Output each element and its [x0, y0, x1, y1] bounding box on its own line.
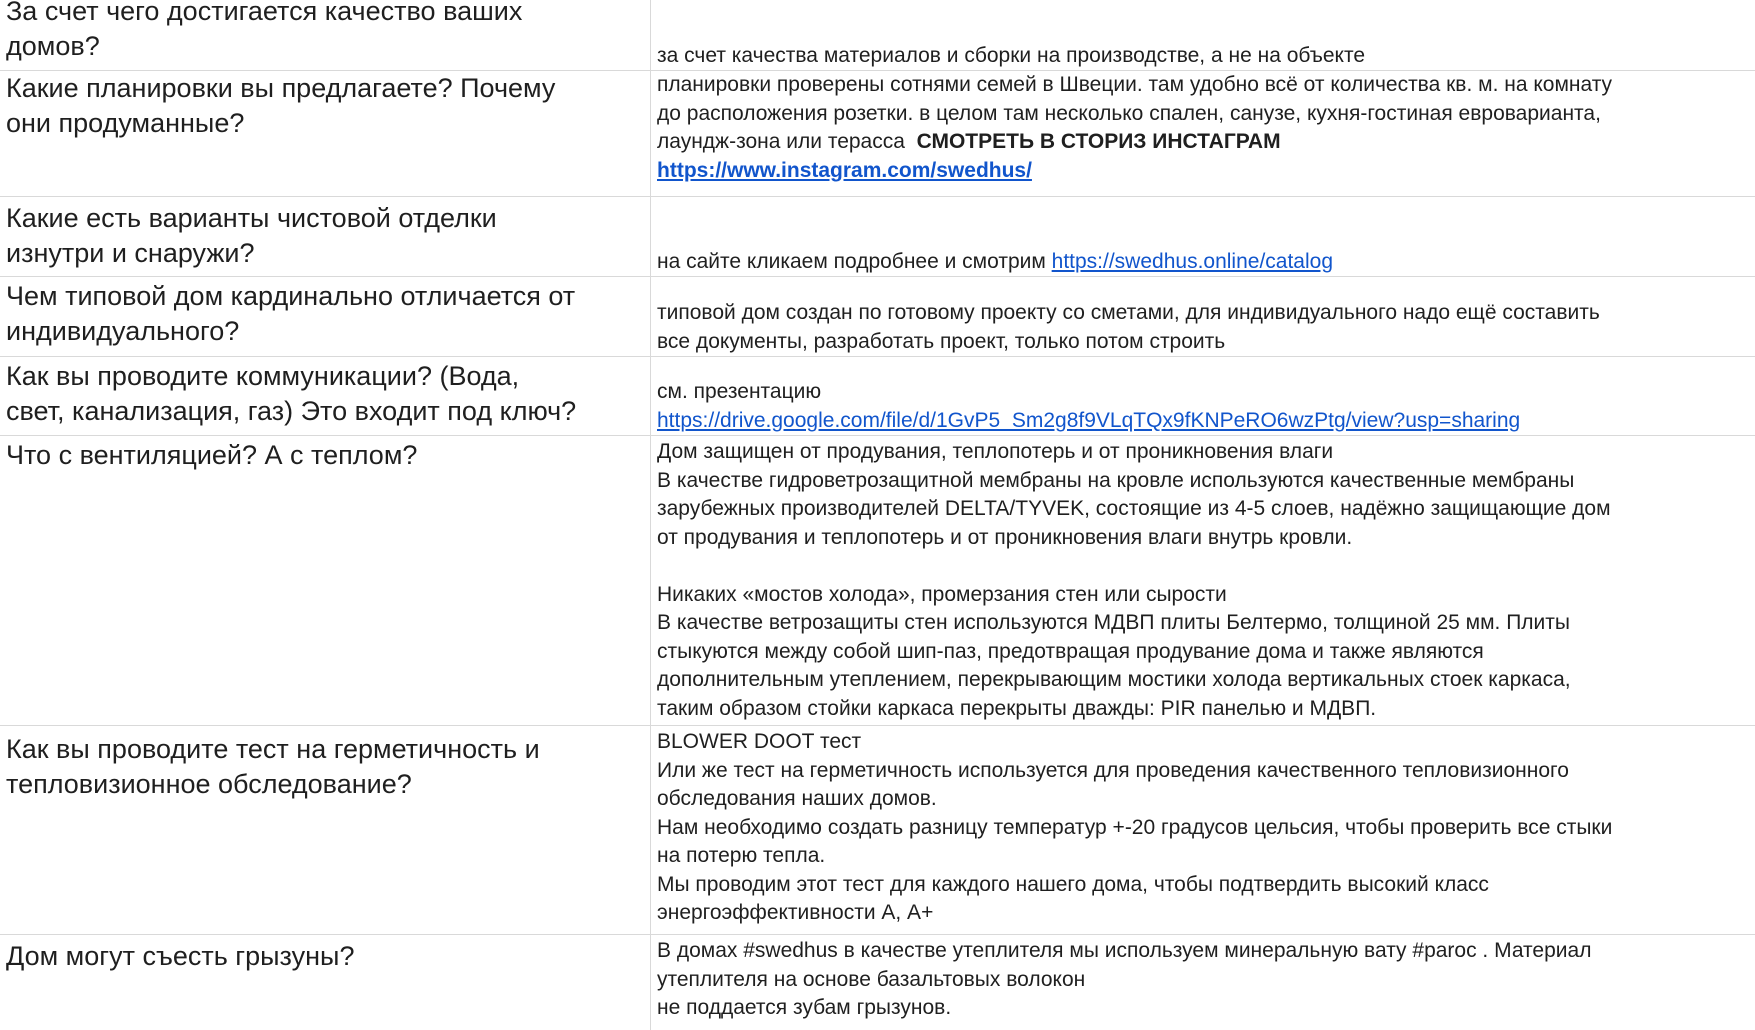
- question-cell[interactable]: [0, 71, 651, 196]
- answer-text: энергоэффективности А, А+: [657, 901, 934, 924]
- question-text: Какие планировки вы предлагаете? Почему: [6, 73, 556, 103]
- answer-text-span: на сайте кликаем подробнее и смотрим: [657, 249, 1052, 273]
- question-text: домов?: [6, 31, 100, 61]
- question-cell[interactable]: [0, 197, 651, 276]
- answer-text: [657, 248, 1749, 277]
- answer-text: В качестве ветрозащиты стен используются МДВП плиты Белтермо, толщиной 25 мм. Плиты: [657, 611, 1570, 634]
- table-row: [0, 0, 1755, 71]
- answer-text: обследования наших домов.: [657, 787, 937, 810]
- answer-cell[interactable]: [651, 197, 1755, 276]
- question-text: они продуманные?: [6, 108, 245, 138]
- catalog-link[interactable]: https://swedhus.online/catalog: [1051, 249, 1334, 273]
- question-text: Как вы проводите коммуникации? (Вода,: [6, 361, 520, 391]
- question-cell[interactable]: [0, 357, 651, 435]
- question-text: Чем типовой дом кардинально отличается от: [6, 281, 576, 311]
- answer-text-span: лаундж-зона или терасса: [657, 130, 917, 153]
- answer-text: зарубежных производителей DELTA/TYVEK, состоящие из 4-5 слоев, надёжно защищающие дом: [657, 497, 1611, 520]
- question-text: Что с вентиляцией? А с теплом?: [6, 440, 418, 470]
- instagram-link[interactable]: https://www.instagram.com/swedhus/: [657, 158, 1032, 182]
- answer-text: до расположения розетки. в целом там несколько спален, санузе, кухня-гостиная евроварианта,: [657, 101, 1601, 125]
- answer-cell[interactable]: [651, 436, 1755, 725]
- answer-text: [657, 128, 1749, 157]
- answer-text: Мы проводим этот тест для каждого нашего дома, чтобы подтвердить высокий класс: [657, 872, 1489, 896]
- table-row: [0, 726, 1755, 935]
- answer-cell[interactable]: [651, 277, 1755, 356]
- answer-text: планировки проверены сотнями семей в Швеции. там удобно всё от количества кв. м. на комнату: [657, 73, 1613, 96]
- question-text: тепловизионное обследование?: [6, 769, 412, 799]
- answer-text: от продувания и теплопотерь и от проникновения влаги внутрь кровли.: [657, 525, 1353, 549]
- presentation-link[interactable]: https://drive.google.com/file/d/1GvP5_Sm2g8f9VLqTQx9fKNPeRO6wzPtg/view?usp=sharing: [657, 408, 1521, 432]
- instagram-callout: СМОТРЕТЬ В СТОРИЗ ИНСТАГРАМ: [916, 130, 1281, 153]
- table-row: [0, 71, 1755, 197]
- question-cell[interactable]: [0, 436, 651, 725]
- answer-text: не поддается зубам грызунов.: [657, 996, 952, 1019]
- question-cell[interactable]: [0, 277, 651, 356]
- answer-text: Дом защищен от продувания, теплопотерь и от проникновения влаги: [657, 440, 1334, 463]
- question-cell[interactable]: [0, 0, 651, 70]
- answer-text: все документы, разработать проект, только потом строить: [657, 329, 1226, 353]
- answer-text: типовой дом создан по готовому проекту со сметами, для индивидуального надо ещё составить: [657, 301, 1600, 324]
- question-text: Дом могут съесть грызуны?: [6, 941, 355, 971]
- answer-text: на потерю тепла.: [657, 844, 826, 867]
- answer-text: стыкуются между собой шип-паз, предотвращая продувание дома и также являются: [657, 639, 1484, 663]
- question-cell[interactable]: [0, 935, 651, 1030]
- answer-text: Никаких «мостов холода», промерзания стен или сырости: [657, 582, 1227, 606]
- answer-cell[interactable]: [651, 357, 1755, 435]
- table-row: [0, 277, 1755, 357]
- answer-cell[interactable]: [651, 0, 1755, 70]
- table-row: [0, 357, 1755, 436]
- question-cell[interactable]: [0, 726, 651, 934]
- answer-text: В домах #swedhus в качестве утеплителя мы используем минеральную вату #paroc . Материал: [657, 939, 1592, 962]
- answer-cell[interactable]: [651, 726, 1755, 934]
- answer-text: Нам необходимо создать разницу температур +-20 градусов цельсия, чтобы проверить все стыки: [657, 815, 1613, 839]
- table-row: [0, 935, 1755, 1030]
- answer-text: BLOWER DOOT тест: [657, 730, 862, 753]
- question-text: Как вы проводите тест на герметичность и: [6, 734, 540, 764]
- question-text: За счет чего достигается качество ваших: [6, 0, 523, 26]
- question-text: изнутри и снаружи?: [6, 238, 255, 268]
- answer-text: дополнительным утеплением, перекрывающим мостики холода вертикальных стоек каркаса,: [657, 668, 1571, 691]
- answer-text: за счет качества материалов и сборки на производстве, а не на объекте: [657, 43, 1366, 67]
- table-row: [0, 197, 1755, 277]
- answer-cell[interactable]: [651, 935, 1755, 1030]
- question-text: индивидуального?: [6, 316, 240, 346]
- blank-line: [657, 552, 1749, 581]
- answer-text: утеплителя на основе базальтовых волокон: [657, 967, 1086, 991]
- answer-text: см. презентацию: [657, 380, 822, 403]
- answer-cell[interactable]: [651, 71, 1755, 196]
- answer-text: В качестве гидроветрозащитной мембраны на кровле используются качественные мембраны: [657, 468, 1575, 492]
- answer-text: Или же тест на герметичность используется для проведения качественного тепловизионного: [657, 758, 1569, 782]
- answer-text: таким образом стойки каркаса перекрыты дважды: PIR панелью и МДВП.: [657, 696, 1377, 720]
- table-row: [0, 436, 1755, 726]
- question-text: свет, канализация, газ) Это входит под ключ?: [6, 396, 577, 426]
- question-text: Какие есть варианты чистовой отделки: [6, 203, 497, 233]
